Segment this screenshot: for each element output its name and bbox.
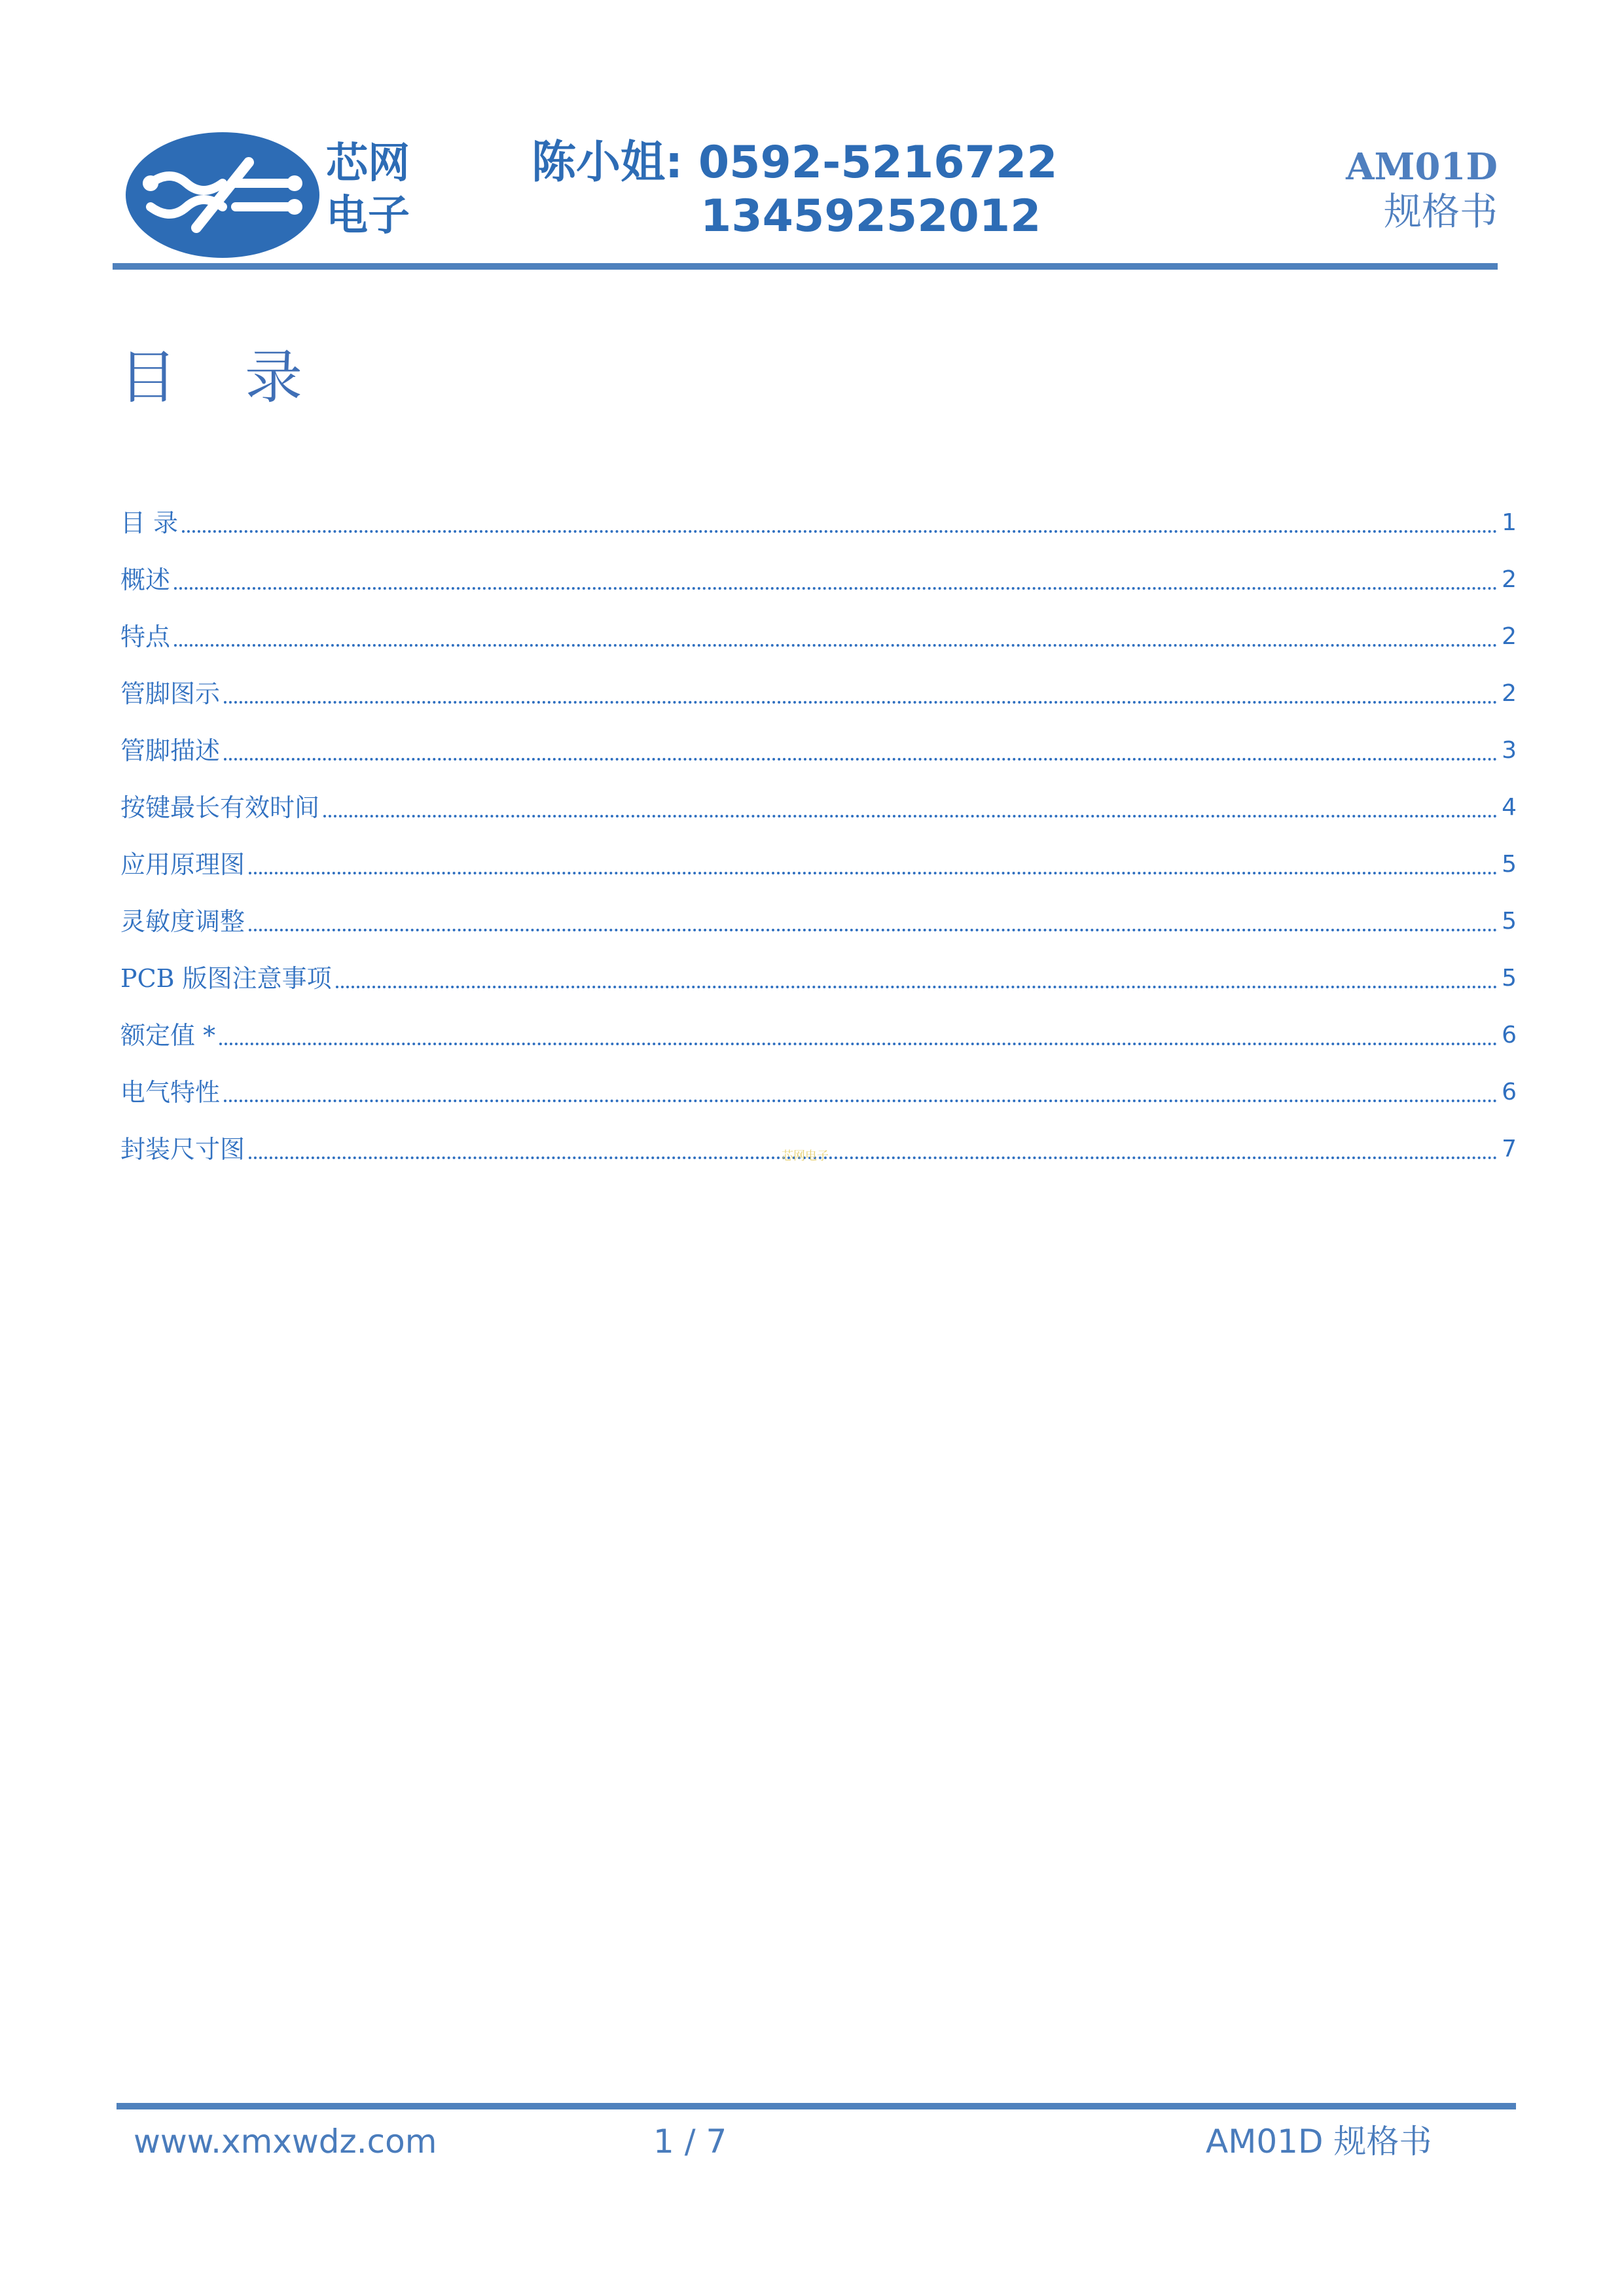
page-title: 目 录 xyxy=(119,344,327,411)
header-divider xyxy=(113,263,1498,270)
toc-entry-page: 1 xyxy=(1502,509,1517,536)
toc-entry[interactable] xyxy=(120,482,1517,539)
contact-info xyxy=(532,136,1058,243)
toc-entry[interactable] xyxy=(120,995,1517,1052)
dot-leader xyxy=(174,587,1498,590)
footer-document-name: AM01D 规格书 xyxy=(1206,2123,1432,2161)
toc-entry-title: 封装尺寸图 xyxy=(120,1135,245,1164)
dot-leader xyxy=(249,872,1498,874)
dot-leader xyxy=(249,1157,1498,1159)
dot-leader xyxy=(224,1100,1498,1102)
toc-entry-page: 5 xyxy=(1502,965,1517,992)
page-indicator: 1 / 7 xyxy=(653,2123,727,2161)
toc-entry-title: 电气特性 xyxy=(120,1078,221,1107)
toc-entry-page: 4 xyxy=(1502,794,1517,821)
toc-entry[interactable] xyxy=(120,938,1517,995)
toc-entry[interactable] xyxy=(120,653,1517,710)
dot-leader xyxy=(224,701,1498,704)
toc-entry-title: 概述 xyxy=(120,565,171,594)
toc-entry-title: 应用原理图 xyxy=(120,850,245,879)
toc-entry-title: 管脚描述 xyxy=(120,736,221,765)
company-name-line1: 芯网 xyxy=(326,139,410,188)
toc-entry-page: 6 xyxy=(1502,1079,1517,1105)
toc-entry[interactable] xyxy=(120,767,1517,824)
contact-line-1: 陈小姐: 0592-5216722 xyxy=(532,137,1058,188)
toc-entry[interactable] xyxy=(120,1052,1517,1109)
toc-entry-page: 2 xyxy=(1502,566,1517,593)
toc-entry-page: 6 xyxy=(1502,1022,1517,1049)
toc-entry-title: PCB 版图注意事项 xyxy=(120,964,332,993)
dot-leader xyxy=(174,644,1498,647)
dot-leader xyxy=(182,530,1498,533)
toc-entry-page: 2 xyxy=(1502,680,1517,707)
dot-leader xyxy=(224,758,1498,761)
contact-line-2: 13459252012 xyxy=(700,190,1041,242)
company-logo xyxy=(124,130,321,263)
model-number: AM01D xyxy=(1346,145,1498,188)
company-name-line2: 电子 xyxy=(326,192,410,240)
toc-entry[interactable] xyxy=(120,710,1517,767)
toc-entry-title: 按键最长有效时间 xyxy=(120,793,320,822)
toc-entry-title: 特点 xyxy=(120,622,171,651)
toc-entry[interactable] xyxy=(120,824,1517,881)
toc-entry-page: 2 xyxy=(1502,623,1517,650)
toc-entry-page: 3 xyxy=(1502,737,1517,764)
toc-entry-title: 灵敏度调整 xyxy=(120,907,245,936)
footer-website-link[interactable]: www.xmxwdz.com xyxy=(134,2123,437,2161)
watermark-text: 芯网电子 xyxy=(782,1149,829,1163)
toc-entry[interactable] xyxy=(120,539,1517,596)
company-name xyxy=(326,137,431,242)
dot-leader xyxy=(336,986,1498,988)
document-kind: 规格书 xyxy=(1383,189,1498,234)
dot-leader xyxy=(323,815,1498,817)
toc-entry-title: 管脚图示 xyxy=(120,679,221,708)
toc-entry-page: 5 xyxy=(1502,908,1517,935)
table-of-contents xyxy=(120,482,1517,1166)
footer-divider xyxy=(117,2103,1516,2109)
dot-leader xyxy=(219,1043,1498,1045)
toc-entry[interactable] xyxy=(120,881,1517,938)
toc-entry-title: 目 录 xyxy=(120,509,179,537)
dot-leader xyxy=(249,929,1498,931)
toc-entry[interactable] xyxy=(120,596,1517,653)
toc-entry-title: 额定值 * xyxy=(120,1021,216,1050)
document-id xyxy=(1346,145,1498,234)
toc-entry-page: 7 xyxy=(1502,1136,1517,1162)
toc-entry-page: 5 xyxy=(1502,851,1517,878)
circuit-swirl-logo-icon xyxy=(124,130,321,260)
